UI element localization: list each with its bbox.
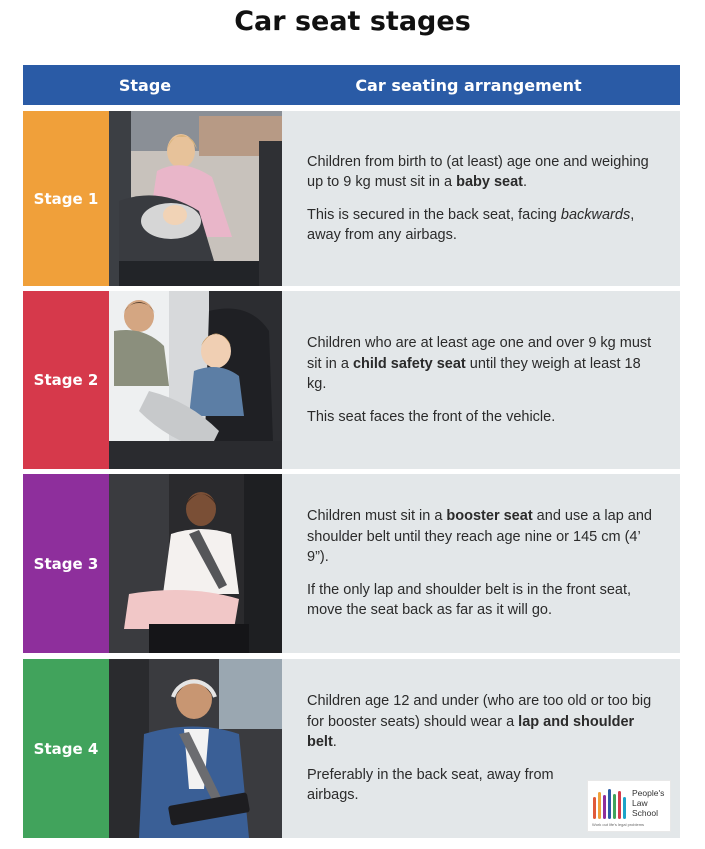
stage-2-paragraph-2: This seat faces the front of the vehicle.	[307, 408, 556, 425]
stage-2-photo	[109, 291, 282, 469]
logo-tagline: Work out life's legal problems	[592, 822, 645, 827]
stage-4-label: Stage 4	[23, 659, 109, 838]
header-arrangement: Car seating arrangement	[355, 75, 582, 95]
stage-4-paragraph-1: Children age 12 and under (who are too old or too big for booster seats) should wear a lap and shoulder belt.	[307, 693, 652, 751]
stage-4-photo	[109, 659, 282, 838]
peoples-law-school-logo	[587, 780, 671, 832]
stage-2-description	[282, 291, 680, 469]
stage-2-label: Stage 2	[23, 291, 109, 469]
table-row-stage-4	[23, 659, 680, 838]
stage-3-label: Stage 3	[23, 474, 109, 653]
header-stage: Stage	[118, 75, 172, 95]
stage-2-paragraph-1: Children who are at least age one and over 9 kg must sit in a child safety seat until they weigh at least 18 kg.	[307, 335, 652, 392]
stage-3-photo	[109, 474, 282, 653]
table-row-stage-3	[23, 474, 680, 653]
logo-bars-icon	[593, 789, 629, 819]
stage-1-paragraph-1: Children from birth to (at least) age one and weighing up to 9 kg must sit in a baby seat.	[307, 153, 649, 190]
stage-1-description	[282, 111, 680, 286]
stage-1-label: Stage 1	[23, 111, 109, 286]
page-title: Car seat stages	[234, 6, 471, 37]
table-row-stage-1	[23, 111, 680, 286]
logo-text: People's Law School	[632, 788, 665, 818]
stage-1-paragraph-2: This is secured in the back seat, facing backwards, away from any airbags.	[307, 206, 635, 243]
stage-3-paragraph-1: Children must sit in a booster seat and use a lap and shoulder belt until they reach age nine or 145 cm (4’ 9”).	[307, 508, 652, 566]
stage-1-photo	[109, 111, 282, 286]
table-row-stage-2	[23, 291, 680, 469]
stage-4-paragraph-2: Preferably in the back seat, away from airbags.	[307, 766, 554, 804]
table-header	[23, 65, 680, 105]
stage-3-description	[282, 474, 680, 653]
stage-3-paragraph-2: If the only lap and shoulder belt is in the front seat, move the seat back as far as it will go.	[307, 581, 632, 619]
